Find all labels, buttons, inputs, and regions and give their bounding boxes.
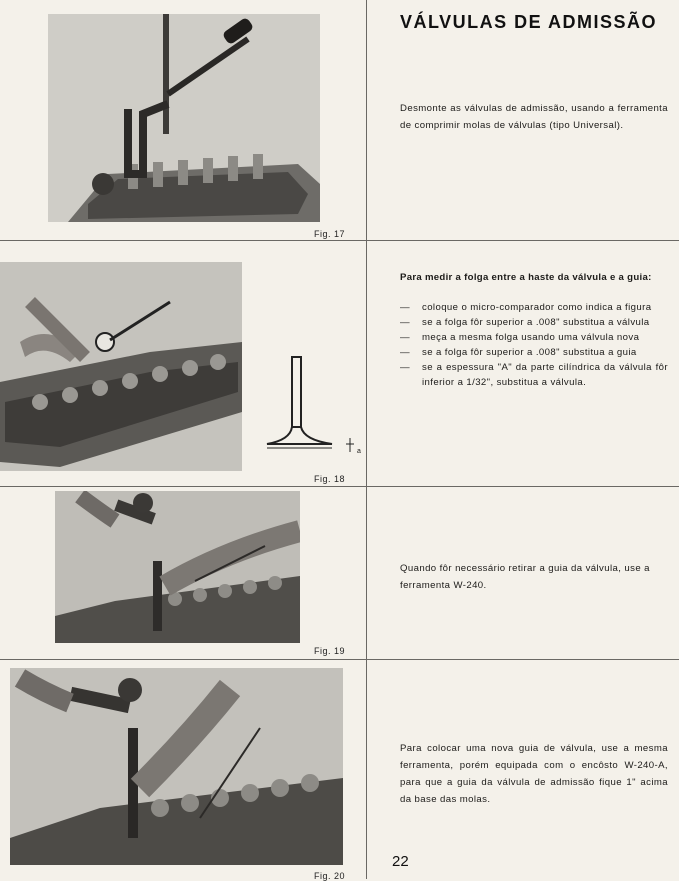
figure-18-photo bbox=[0, 262, 242, 471]
page-title: VÁLVULAS DE ADMISSÃO bbox=[400, 12, 658, 32]
figure-20-photo bbox=[10, 668, 343, 865]
valve-dimension-label: a bbox=[357, 448, 361, 455]
section-divider-1 bbox=[0, 240, 679, 241]
figure-20-caption: Fig. 20 bbox=[314, 871, 346, 881]
section-3-text: Quando fôr necessário retirar a guia da válvula, use a ferramenta W-240. bbox=[400, 563, 650, 591]
figure-18-caption: Fig. 18 bbox=[314, 474, 346, 484]
figure-19-photo bbox=[55, 491, 300, 643]
column-divider bbox=[366, 0, 367, 879]
figure-17-photo bbox=[48, 14, 320, 222]
section-divider-3 bbox=[0, 659, 679, 660]
section-4-text: Para colocar uma nova guia de válvula, use a mesma ferramenta, porém equipada com o encôsto W-240-A, para que a guia da válvula de admissão fique 1" acima da base das molas. bbox=[400, 743, 668, 805]
page-number: 22 bbox=[392, 853, 409, 870]
section-2-heading: Para medir a folga entre a haste da válvula e a guia: bbox=[400, 272, 652, 283]
list-item: — se a folga fôr superior a .008" substitua a guia bbox=[400, 347, 637, 358]
section-1-text: Desmonte as válvulas de admissão, usando a ferramenta de comprimir molas de válvulas (tipo Universal). bbox=[400, 103, 668, 131]
measurement-steps-list bbox=[400, 300, 668, 390]
list-item: — meça a mesma folga usando uma válvula nova bbox=[400, 332, 640, 343]
list-item: — coloque o micro-comparador como indica a figura bbox=[400, 302, 652, 313]
valve-diagram bbox=[262, 352, 362, 452]
list-item: — se a espessura "A" da parte cilíndrica da válvula fôr inferior a 1/32", substitua a válvula. bbox=[400, 362, 668, 388]
figure-17-caption: Fig. 17 bbox=[314, 229, 346, 239]
list-item: — se a folga fôr superior a .008" substitua a válvula bbox=[400, 317, 650, 328]
figure-19-caption: Fig. 19 bbox=[314, 646, 346, 656]
section-divider-2 bbox=[0, 486, 679, 487]
